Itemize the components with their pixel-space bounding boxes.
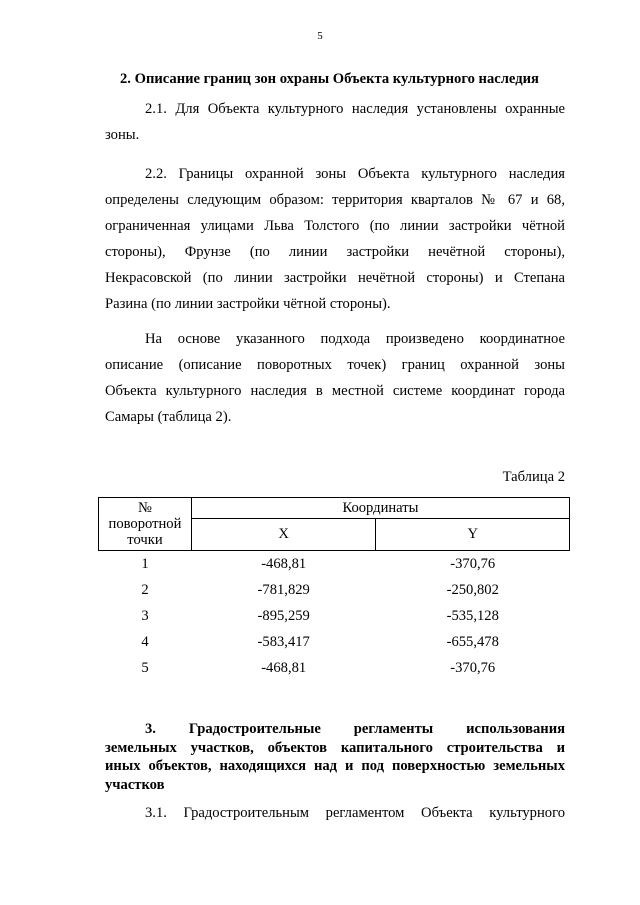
coordinates-table (98, 497, 570, 681)
paragraph-3-1-line1: 3.1. Градостроительным регламентом Объекта культурного (145, 805, 565, 821)
cell-y: -250,802 (446, 581, 499, 598)
table-caption: Таблица 2 (502, 469, 565, 485)
paragraph-2-2-line1: 2.2. Границы охранной зоны Объекта культурного наследия (145, 166, 565, 182)
table-row (99, 577, 570, 603)
cell-x: -781,829 (257, 581, 310, 598)
paragraph-2-1-line2: зоны. (105, 127, 140, 143)
paragraph-2-3-line3: Объекта культурного наследия в местной системе координат города (105, 383, 565, 399)
cell-point: 2 (141, 581, 149, 598)
table-row (99, 603, 570, 629)
cell-point: 5 (141, 659, 149, 676)
cell-x: -468,81 (261, 555, 307, 572)
section-3-heading-line4: участков (105, 776, 165, 793)
header-point-number (99, 498, 192, 551)
paragraph-2-3-line1: На основе указанного подхода произведено координатное (145, 331, 565, 347)
section-3-heading-line2: земельных участков, объектов капитального строительства и (105, 739, 565, 756)
cell-point: 4 (141, 633, 149, 650)
cell-y: -655,478 (446, 633, 499, 650)
cell-x: -895,259 (257, 607, 310, 624)
section-3-heading-line1: 3. Градостроительные регламенты использования (145, 721, 565, 737)
cell-y: -370,76 (450, 555, 496, 572)
paragraph-2-1-line1: 2.1. Для Объекта культурного наследия установлены охранные (145, 101, 565, 117)
cell-x: -468,81 (261, 659, 307, 676)
paragraph-2-3-line4: Самары (таблица 2). (105, 409, 232, 425)
cell-point: 3 (141, 607, 149, 624)
header-point-number-line2: поворотной (108, 516, 182, 532)
header-point-number-line1: № (137, 500, 152, 516)
paragraph-2-2-line6: Разина (по линии застройки чётной стороны). (105, 296, 391, 312)
cell-y: -535,128 (446, 607, 499, 624)
table-row (99, 551, 570, 578)
paragraph-2-2-line4: стороны), Фрунзе (по линии застройки нечётной стороны), (105, 244, 565, 260)
table-row (99, 655, 570, 681)
section-2-heading: 2. Описание границ зон охраны Объекта культурного наследия (120, 71, 539, 87)
paragraph-2-2-line3: ограниченная улицами Льва Толстого (по линии застройки чётной (105, 218, 565, 234)
page-number: 5 (317, 30, 323, 42)
header-x: X (191, 519, 376, 551)
paragraph-2-2-line5: Некрасовской (по линии застройки нечётной стороны) и Степана (105, 270, 565, 286)
paragraph-2-3-line2: описание (описание поворотных точек) границ охранной зоны (105, 357, 565, 373)
cell-point: 1 (141, 555, 149, 572)
cell-y: -370,76 (450, 659, 496, 676)
cell-x: -583,417 (257, 633, 310, 650)
header-y: Y (376, 519, 570, 551)
paragraph-2-2-line2: определены следующим образом: территория кварталов № 67 и 68, (105, 192, 565, 208)
table-row (99, 629, 570, 655)
header-point-number-line3: точки (127, 532, 163, 548)
header-coordinates: Координаты (191, 498, 569, 519)
section-3-heading-line3: иных объектов, находящихся над и под поверхностью земельных (105, 758, 565, 774)
